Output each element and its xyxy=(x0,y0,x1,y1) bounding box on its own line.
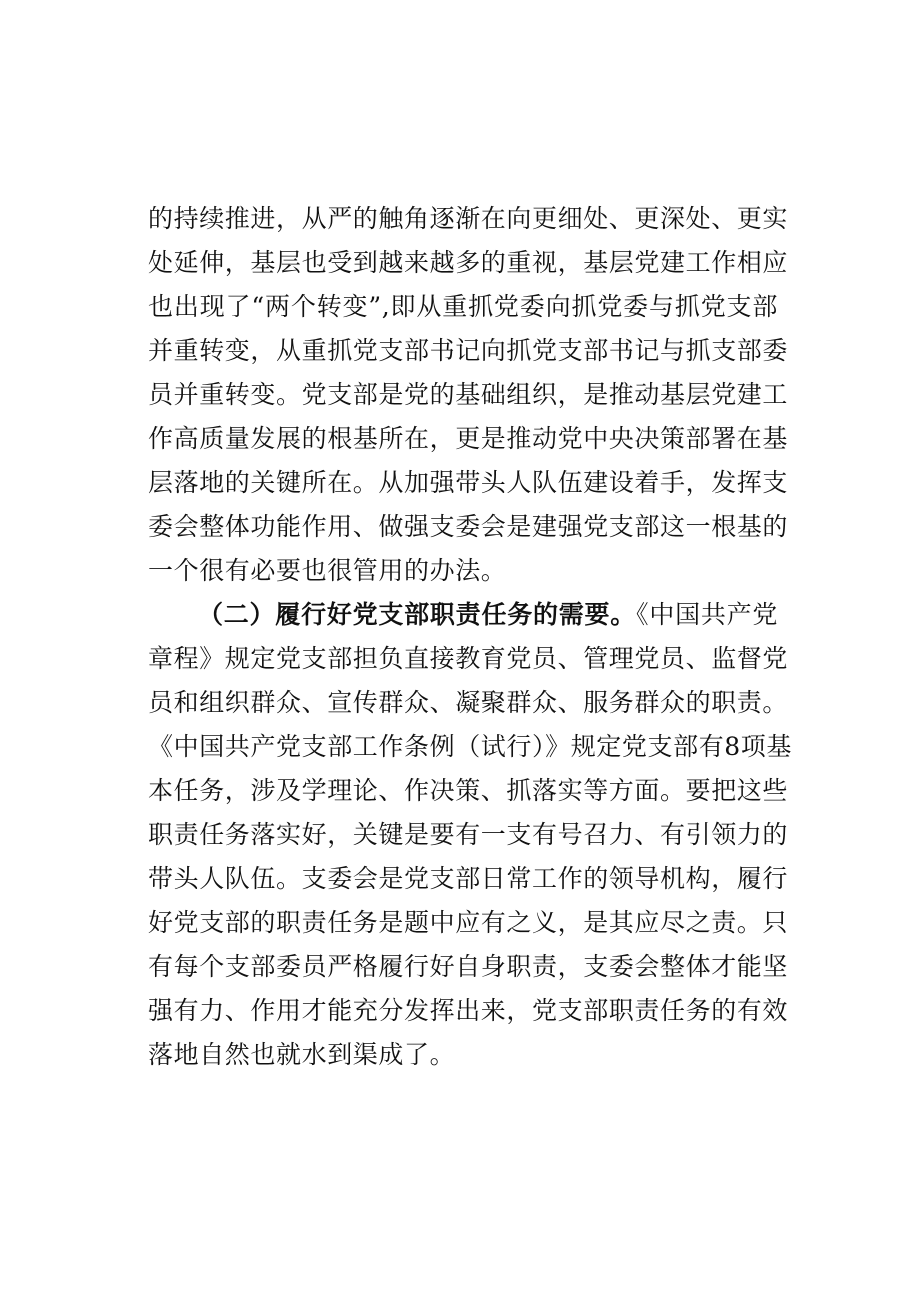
text-line: 层落地的关键所在。从加强带头人队伍建设着手，发挥支 xyxy=(148,468,789,497)
section-heading: （二）履行好党支部职责任务的需要。 xyxy=(198,600,637,629)
text-line: 有每个支部委员严格履行好自身职责，支委会整体才能坚 xyxy=(148,952,789,981)
text-line: 章程》规定党支部担负直接教育党员、管理党员、监督党 xyxy=(148,644,789,673)
text-line: 本任务，涉及学理论、作决策、抓落实等方面。要把这些 xyxy=(148,776,789,805)
text-line: 《中国共产党支部工作条例（试行）》规定党支部有8项基 xyxy=(148,732,793,761)
text-line: 处延伸，基层也受到越来越多的重视，基层党建工作相应 xyxy=(148,248,789,277)
text-line: 作高质量发展的根基所在，更是推动党中央决策部署在基 xyxy=(148,424,789,453)
paragraph-1 xyxy=(148,197,789,593)
paragraph-2 xyxy=(148,593,793,1077)
text-line: 委会整体功能作用、做强支委会是建强党支部这一根基的 xyxy=(148,512,789,541)
text-line: 落地自然也就水到渠成了。 xyxy=(148,1040,456,1069)
text-line: 强有力、作用才能充分发挥出来，党支部职责任务的有效 xyxy=(148,996,789,1025)
text-line: 好党支部的职责任务是题中应有之义，是其应尽之责。只 xyxy=(148,908,789,937)
text-line: 带头人队伍。支委会是党支部日常工作的领导机构，履行 xyxy=(148,864,789,893)
document-body xyxy=(148,197,793,1077)
text-line: 员并重转变。党支部是党的基础组织，是推动基层党建工 xyxy=(148,380,789,409)
text-line: 员和组织群众、宣传群众、凝聚群众、服务群众的职责。 xyxy=(148,688,789,717)
heading-line-text: 《中国共产党 xyxy=(636,600,779,629)
text-line: 的持续推进，从严的触角逐渐在向更细处、更深处、更实 xyxy=(148,204,789,233)
section-heading-line xyxy=(148,593,778,637)
text-line: 也出现了“两个转变”,即从重抓党委向抓党委与抓党支部 xyxy=(148,292,778,321)
text-line: 一个很有必要也很管用的办法。 xyxy=(148,556,507,585)
text-line: 并重转变，从重抓党支部书记向抓党支部书记与抓支部委 xyxy=(148,336,789,365)
text-line: 职责任务落实好，关键是要有一支有号召力、有引领力的 xyxy=(148,820,789,849)
